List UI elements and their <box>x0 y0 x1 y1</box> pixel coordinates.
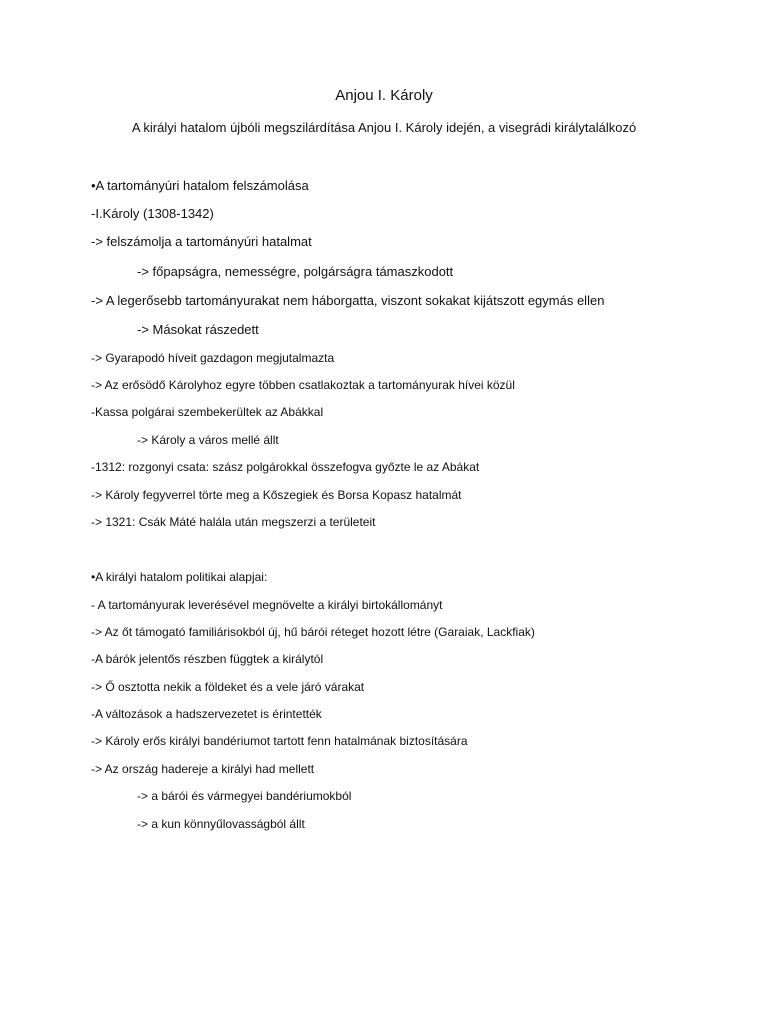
text-line: -> A legerősebb tartományurakat nem háborgatta, viszont sokakat kijátszott egymás ellen <box>91 293 605 308</box>
text-line: -> Károly erős királyi bandériumot tartott fenn hatalmának biztosítására <box>91 734 468 748</box>
text-line: -> 1321: Csák Máté halála után megszerzi a területeit <box>91 515 376 529</box>
text-line: -> Gyarapodó híveit gazdagon megjutalmazta <box>91 351 335 365</box>
document-title: Anjou I. Károly <box>335 87 433 104</box>
text-line-indented: -> főpapságra, nemességre, polgárságra támaszkodott <box>137 264 454 279</box>
text-line: -> Az őt támogató familiárisokból új, hű bárói réteget hozott létre (Garaiak, Lackfiak) <box>91 625 535 639</box>
document-subtitle: A királyi hatalom újbóli megszilárdítása Anjou I. Károly idején, a visegrádi királytalálkozó <box>131 120 637 135</box>
text-line-indented: -> Károly a város mellé állt <box>137 433 279 447</box>
text-line: -> Károly fegyverrel törte meg a Kőszegiek és Borsa Kopasz hatalmát <box>91 488 462 502</box>
text-line: -> felszámolja a tartományúri hatalmat <box>91 234 312 249</box>
section-heading: •A királyi hatalom politikai alapjai: <box>91 570 268 584</box>
text-line: -I.Károly (1308-1342) <box>91 206 214 221</box>
text-line-indented: -> Másokat rászedett <box>137 322 259 337</box>
text-line: -> Ő osztotta nekik a földeket és a vele járó várakat <box>91 680 365 694</box>
text-line: - A tartományurak leverésével megnövelte a királyi birtokállományt <box>91 598 443 612</box>
text-line: -1312: rozgonyi csata: szász polgárokkal összefogva győzte le az Abákat <box>91 460 480 474</box>
section-heading: •A tartományúri hatalom felszámolása <box>91 178 309 193</box>
text-line-indented: -> a kun könnyűlovasságból állt <box>137 817 305 831</box>
text-line: -A változások a hadszervezetet is érintették <box>91 707 322 721</box>
text-line: -> Az ország hadereje a királyi had mellett <box>91 762 315 776</box>
text-line: -> Az erősödő Károlyhoz egyre többen csatlakoztak a tartományurak hívei közül <box>91 378 515 392</box>
text-line-indented: -> a bárói és vármegyei bandériumokból <box>137 789 352 803</box>
text-line: -A bárók jelentős részben függtek a királytól <box>91 652 324 666</box>
text-line: -Kassa polgárai szembekerültek az Abákkal <box>91 405 324 419</box>
